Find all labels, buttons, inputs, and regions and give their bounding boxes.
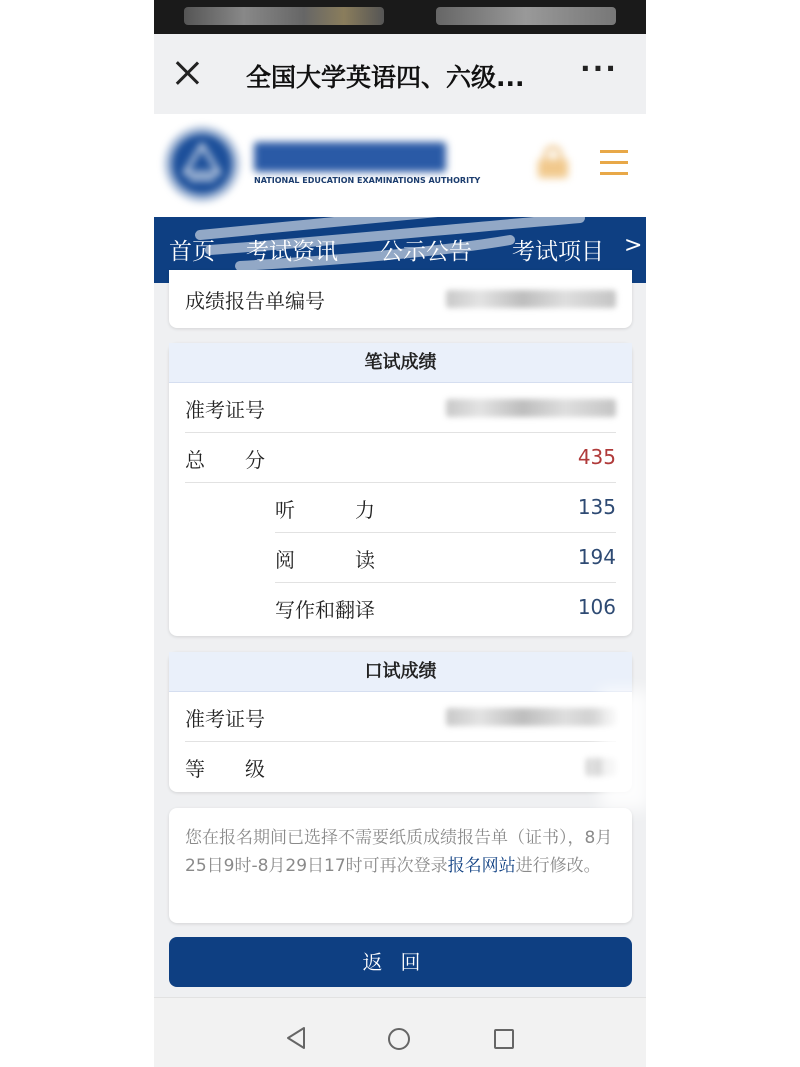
nav-item-notices[interactable]: 公示公告: [380, 239, 472, 265]
total-score-row: [185, 433, 616, 483]
logo-emblem-icon: [168, 130, 236, 198]
listening-label: 听 力: [275, 498, 375, 522]
oral-admission-row: [185, 692, 616, 742]
listening-value: 135: [577, 495, 616, 519]
written-score-title: 笔试成绩: [169, 343, 632, 383]
status-right-blurred: [436, 7, 616, 25]
site-header: [154, 114, 646, 217]
oral-grade-label: 等 级: [185, 757, 265, 781]
back-button[interactable]: 返回: [169, 937, 632, 987]
phone-screen: [154, 0, 646, 1067]
writing-translation-row: [275, 583, 616, 633]
notice-card: [169, 808, 632, 923]
report-number-card: [169, 270, 632, 328]
menu-icon[interactable]: [600, 150, 630, 176]
status-bar: [154, 0, 646, 34]
status-left-blurred: [184, 7, 384, 25]
close-icon[interactable]: [172, 58, 202, 88]
writing-translation-value: 106: [577, 595, 616, 619]
report-number-row: [185, 274, 616, 324]
oral-grade-row: [185, 742, 616, 792]
system-home-icon[interactable]: [388, 1028, 410, 1050]
more-options-icon[interactable]: ···: [580, 52, 618, 85]
nav-item-home[interactable]: 首页: [169, 239, 215, 265]
registration-site-link[interactable]: 报名网站: [447, 856, 516, 876]
reading-row: [275, 533, 616, 583]
site-name-en: NATIONAL EDUCATION EXAMINATIONS AUTHORITY: [254, 176, 481, 185]
writing-translation-label: 写作和翻译: [275, 598, 375, 622]
system-back-icon[interactable]: [284, 1026, 308, 1050]
notice-body: 您在报名期间已选择不需要纸质成绩报告单（证书），8月25日9时-8月29日17时可再次登录: [185, 828, 613, 876]
lock-icon[interactable]: [538, 146, 568, 178]
written-admission-label: 准考证号: [185, 398, 265, 422]
reading-value: 194: [577, 545, 616, 569]
browser-title-bar: [154, 34, 646, 114]
site-name-logo: [254, 142, 446, 172]
oral-admission-label: 准考证号: [185, 707, 265, 731]
written-score-card: [169, 343, 632, 636]
notice-suffix: 进行修改。: [515, 856, 601, 876]
report-number-redacted: [446, 290, 616, 308]
oral-admission-redacted: [446, 708, 616, 726]
oral-score-title: 口试成绩: [169, 652, 632, 692]
total-score-label: 总 分: [185, 448, 265, 472]
oral-score-card: [169, 652, 632, 792]
notice-text: [185, 824, 616, 880]
nav-more-icon[interactable]: >: [624, 233, 643, 258]
written-admission-row: [185, 383, 616, 433]
oral-grade-redacted: [586, 758, 616, 776]
nav-item-news[interactable]: 考试资讯: [246, 239, 338, 265]
written-admission-redacted: [446, 399, 616, 417]
reading-label: 阅 读: [275, 548, 375, 572]
report-number-label: 成绩报告单编号: [185, 289, 325, 313]
system-nav-bar: [154, 997, 646, 1067]
page-title: 全国大学英语四、六级...: [246, 63, 525, 92]
system-recent-icon[interactable]: [494, 1029, 514, 1049]
total-score-value: 435: [577, 445, 616, 469]
listening-row: [275, 483, 616, 533]
nav-item-projects[interactable]: 考试项目: [512, 239, 604, 265]
